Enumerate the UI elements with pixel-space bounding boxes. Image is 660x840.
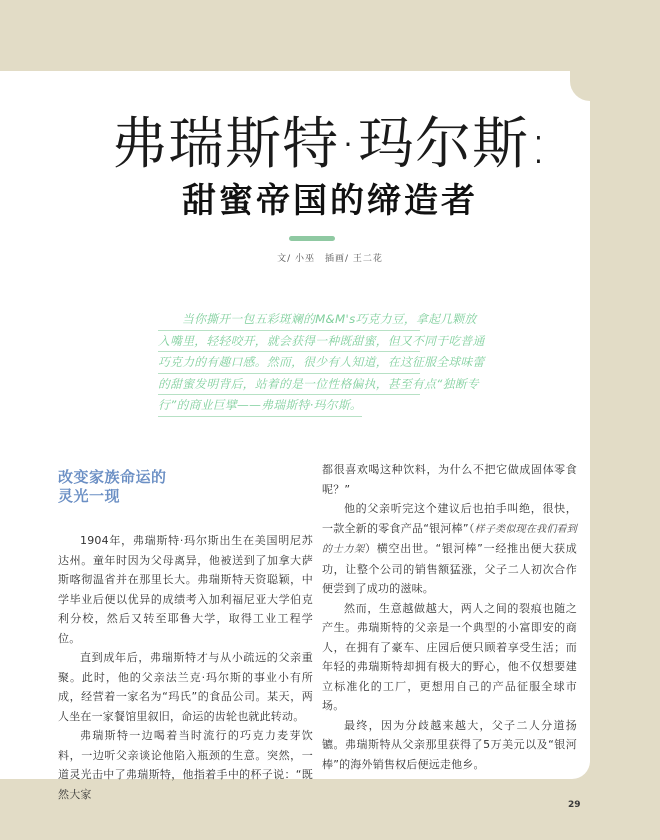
byline: 文/ 小巫 插画/ 王二花 (277, 254, 383, 264)
lead-line: 巧克力的有趣口感。然而，很少有人知道，在这征服全球味蕾 (158, 352, 420, 374)
body-paragraph (322, 499, 577, 599)
page-number: 29 (568, 800, 581, 810)
body-paragraph: 然而，生意越做越大，两人之间的裂痕也随之产生。弗瑞斯特的父亲是一个典型的小富即安的商人，在拥有了豪车、庄园后便只顾着享受生活；而年轻的弗瑞斯特却拥有极大的野心，他不仅想要建立标准化的工厂，更想用自己的产品征服全球市场。 (322, 601, 577, 712)
lead-line: 的甜蜜发明背后，站着的是一位性格偏执，甚至有点“独断专 (158, 374, 420, 396)
body-paragraph: 1904年，弗瑞斯特·玛尔斯出生在美国明尼苏达州。童年时因为父母离异，他被送到了加拿大萨斯喀彻温省并在那里长大。弗瑞斯特天资聪颖，中学毕业后便以优异的成绩考入加利福尼亚大学伯克利分校，然后又转至耶鲁大学，取得工业工程学位。 (58, 534, 313, 645)
article-title: 弗瑞斯特·玛尔斯: (111, 112, 549, 177)
section-heading-line: 灵光一现 (58, 487, 121, 505)
lead-paragraph (158, 309, 485, 417)
left-column (58, 460, 313, 804)
body-paragraph: 弗瑞斯特一边喝着当时流行的巧克力麦芽饮料，一边听父亲谈论他陷入瓶颈的生意。突然，一道灵光击中了弗瑞斯特，他指着手中的杯子说：“既然大家 (58, 729, 313, 801)
body-paragraph: 最终，因为分歧越来越大，父子二人分道扬镳。弗瑞斯特从父亲那里获得了5万美元以及“银河棒”的海外销售权后便远走他乡。 (322, 718, 577, 771)
body-paragraph-continued: 都很喜欢喝这种饮料，为什么不把它做成固体零食呢？” (322, 463, 577, 496)
lead-line: 当你撕开一包五彩斑斓的M&M's巧克力豆，拿起几颗放 (158, 309, 420, 331)
lead-line: 入嘴里，轻轻咬开，就会获得一种既甜蜜，但又不同于吃普通 (158, 331, 420, 353)
inline-note: 样子类似现在我们看到的士力架 (322, 523, 578, 555)
title-divider-bar (289, 236, 335, 241)
lead-line: 行”的商业巨擘——弗瑞斯特·玛尔斯。 (158, 395, 362, 417)
body-text: ）横空出世。“银河棒”一经推出便大获成功，让整个公司的销售额猛涨，父子二人初次合作便尝到了成功的滋味。 (322, 542, 577, 595)
body-paragraph: 直到成年后，弗瑞斯特才与从小疏远的父亲重聚。此时，他的父亲法兰克·玛尔斯的事业小有所成，经营着一家名为“玛氏”的食品公司。某天，两人坐在一家餐馆里叙旧，命运的齿轮也就此转动。 (58, 651, 313, 723)
section-heading (58, 468, 313, 506)
right-column (322, 460, 577, 774)
section-heading-line: 改变家族命运的 (58, 468, 167, 486)
body-text: 他的父亲听完这个建议后也拍手叫绝，很快，一款全新的零食产品“银河棒”（ (322, 502, 577, 535)
article-subtitle: 甜蜜帝国的缔造者 (182, 181, 478, 221)
